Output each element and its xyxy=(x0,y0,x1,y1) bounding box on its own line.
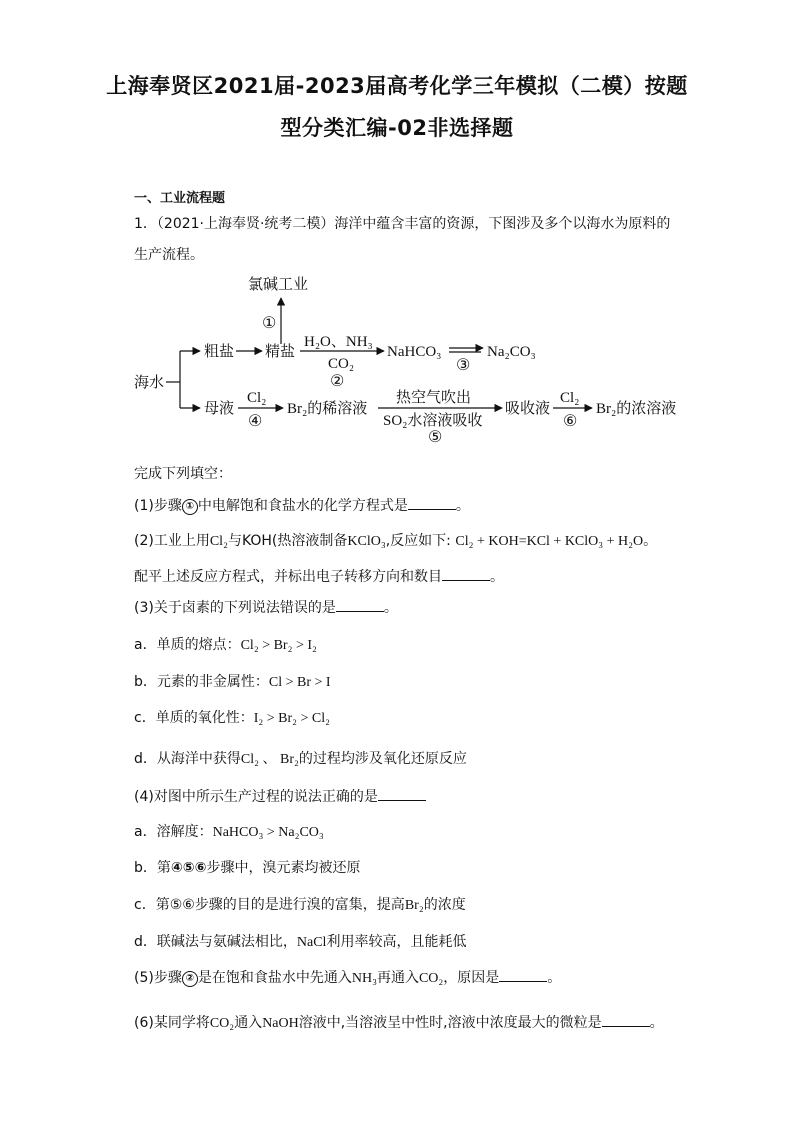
q6-pre: (6)某同学将 xyxy=(134,1015,210,1031)
q4-b-pre: b．第 xyxy=(134,860,171,876)
question-intro-line1: 1．（2021·上海奉贤·统考二模）海洋中蕴含丰富的资源，下图涉及多个以海水为原料的 xyxy=(134,216,671,232)
step6-label: ⑥ xyxy=(563,413,578,430)
refined-salt-label: 精盐 xyxy=(265,344,296,360)
reagent-h2o-nh3: H₂O、NH₃ xyxy=(304,334,373,350)
q3-option-b xyxy=(134,671,331,691)
answer-blank[interactable] xyxy=(378,788,426,801)
q5-mid2: 再通入 xyxy=(376,970,419,986)
step2-label: ② xyxy=(330,373,345,390)
step3-label: ③ xyxy=(456,357,471,374)
chlor-alkali-label: 氯碱工业 xyxy=(248,277,309,293)
q4-c-pre: c．第 xyxy=(134,897,170,913)
q5-line xyxy=(134,967,561,987)
answer-blank[interactable] xyxy=(336,599,384,612)
reaction-equation: Cl₂ + KOH=KCl + KClO₃ + H₂O xyxy=(455,534,644,549)
q1-post: 中电解饱和食盐水的化学方程式是 xyxy=(197,498,408,514)
q4-a-text: a．溶解度： xyxy=(134,824,213,840)
q4-option-c xyxy=(134,894,466,914)
q4-c-mid: 步骤的目的是进行溴的富集，提高 xyxy=(194,897,405,913)
q3-option-c xyxy=(134,707,330,727)
absorb-liquid-label: 吸收液 xyxy=(505,401,551,417)
q2-pre: (2)工业上用 xyxy=(134,533,210,549)
formula-nh3: NH₃ xyxy=(351,971,377,986)
br2-dilute-label: Br₂的稀溶液 xyxy=(287,401,368,417)
q4-option-d xyxy=(134,931,466,951)
q4-option-a xyxy=(134,821,324,841)
q1-period: 。 xyxy=(455,498,470,514)
q3-period: 。 xyxy=(383,600,398,616)
q3-a-text: a．单质的熔点： xyxy=(134,637,241,653)
q4-c-post: 的浓度 xyxy=(423,897,466,913)
seawater-label: 海水 xyxy=(134,375,165,391)
answer-blank[interactable] xyxy=(602,1014,650,1027)
q3-option-d xyxy=(134,748,467,768)
formula-cl2-br2: Cl₂ 、 Br₂ xyxy=(240,752,299,767)
q6-mid2: 溶液中,当溶液呈中性时,溶液中浓度最大的微粒是 xyxy=(298,1015,602,1031)
q2-line2 xyxy=(134,566,504,586)
q1-pre: (1)步骤 xyxy=(134,498,182,514)
answer-blank[interactable] xyxy=(499,969,547,982)
q2-line2-text: 配平上述反应方程式，并标出电子转移方向和数目 xyxy=(134,569,442,585)
q4-b-post: 步骤中，溴元素均被还原 xyxy=(206,860,361,876)
q1-line xyxy=(134,495,470,515)
step5-label: ⑤ xyxy=(428,429,443,446)
step4-label: ④ xyxy=(248,413,263,430)
q5-post: ，原因是 xyxy=(443,970,500,986)
q3-c-text: c．单质的氧化性： xyxy=(134,710,254,726)
cl2-reagent-2: Cl₂ xyxy=(560,390,580,406)
cl2-reagent-1: Cl₂ xyxy=(247,390,267,406)
q2-line1 xyxy=(134,530,657,550)
q6-period: 。 xyxy=(649,1015,664,1031)
answer-blank[interactable] xyxy=(442,568,490,581)
q3-d-pre: d．从海洋中获得 xyxy=(134,751,241,767)
q4-b-step-markers: ④⑤⑥ xyxy=(170,860,207,876)
flow-diagram xyxy=(0,262,794,462)
formula-ox-order: I₂ > Br₂ > Cl₂ xyxy=(253,711,331,726)
q3-stem xyxy=(134,597,398,617)
q3-option-a xyxy=(134,634,317,654)
formula-br2: Br₂ xyxy=(404,898,424,913)
section-heading: 一、工业流程题 xyxy=(134,191,226,206)
document-title-line1: 上海奉贤区2021届-2023届高考化学三年模拟（二模）按题 xyxy=(106,74,688,98)
formula-kclo3: KClO₃ xyxy=(347,534,386,549)
q4-option-b xyxy=(134,857,360,877)
formula-nonmetal-order: Cl > Br > I xyxy=(268,675,331,690)
q3-b-text: b．元素的非金属性： xyxy=(134,674,269,690)
hot-air-label: 热空气吹出 xyxy=(396,390,472,406)
formula-cl2: Cl₂ xyxy=(209,534,228,549)
formula-co2: CO₂ xyxy=(209,1016,235,1031)
q4-stem-text: (4)对图中所示生产过程的说法正确的是 xyxy=(134,789,378,805)
q5-period: 。 xyxy=(547,970,562,986)
q5-mid1: 是在饱和食盐水中先通入 xyxy=(197,970,352,986)
step1-marker: ① xyxy=(182,499,198,515)
q6-mid1: 通入 xyxy=(234,1015,263,1031)
q3-d-post: 的过程均涉及氧化还原反应 xyxy=(298,751,467,767)
q2-period: 。 xyxy=(643,533,658,549)
mother-liquor-label: 母液 xyxy=(204,401,235,417)
step2-marker: ② xyxy=(182,971,198,987)
q2-mid1: 与KOH(热溶液制备 xyxy=(227,533,348,549)
q6-line xyxy=(134,1012,664,1032)
formula-mp-order: Cl₂ > Br₂ > I₂ xyxy=(240,638,317,653)
formula-co2: CO₂ xyxy=(418,971,444,986)
nahco3-label: NaHCO₃ xyxy=(387,344,442,360)
reagent-co2: CO₂ xyxy=(328,356,355,372)
q3-stem-text: (3)关于卤素的下列说法错误的是 xyxy=(134,600,336,616)
q4-stem xyxy=(134,786,426,806)
q5-pre: (5)步骤 xyxy=(134,970,182,986)
document-title-line2: 型分类汇编-02非选择题 xyxy=(280,116,514,140)
formula-nacl: NaCl xyxy=(296,935,327,950)
q2-line2-period: 。 xyxy=(490,569,504,585)
na2co3-label: Na₂CO₃ xyxy=(487,344,536,360)
answer-blank[interactable] xyxy=(408,497,456,510)
q2-mid2: ,反应如下: xyxy=(385,533,451,549)
step1-label: ① xyxy=(262,315,277,332)
crude-salt-label: 粗盐 xyxy=(204,344,235,360)
q4-d-pre: d．联碱法与氨碱法相比， xyxy=(134,934,297,950)
q4-c-step-markers: ⑤⑥ xyxy=(169,897,195,913)
formula-solubility: NaHCO₃ > Na₂CO₃ xyxy=(212,825,324,840)
q4-d-post: 利用率较高，且能耗低 xyxy=(326,934,467,950)
question-intro-line2: 生产流程。 xyxy=(134,247,204,263)
fill-prompt: 完成下列填空： xyxy=(134,466,232,482)
br2-conc-label: Br₂的浓溶液 xyxy=(596,401,677,417)
formula-naoh: NaOH xyxy=(262,1016,299,1031)
so2-absorb-label: SO₂水溶液吸收 xyxy=(383,413,483,429)
